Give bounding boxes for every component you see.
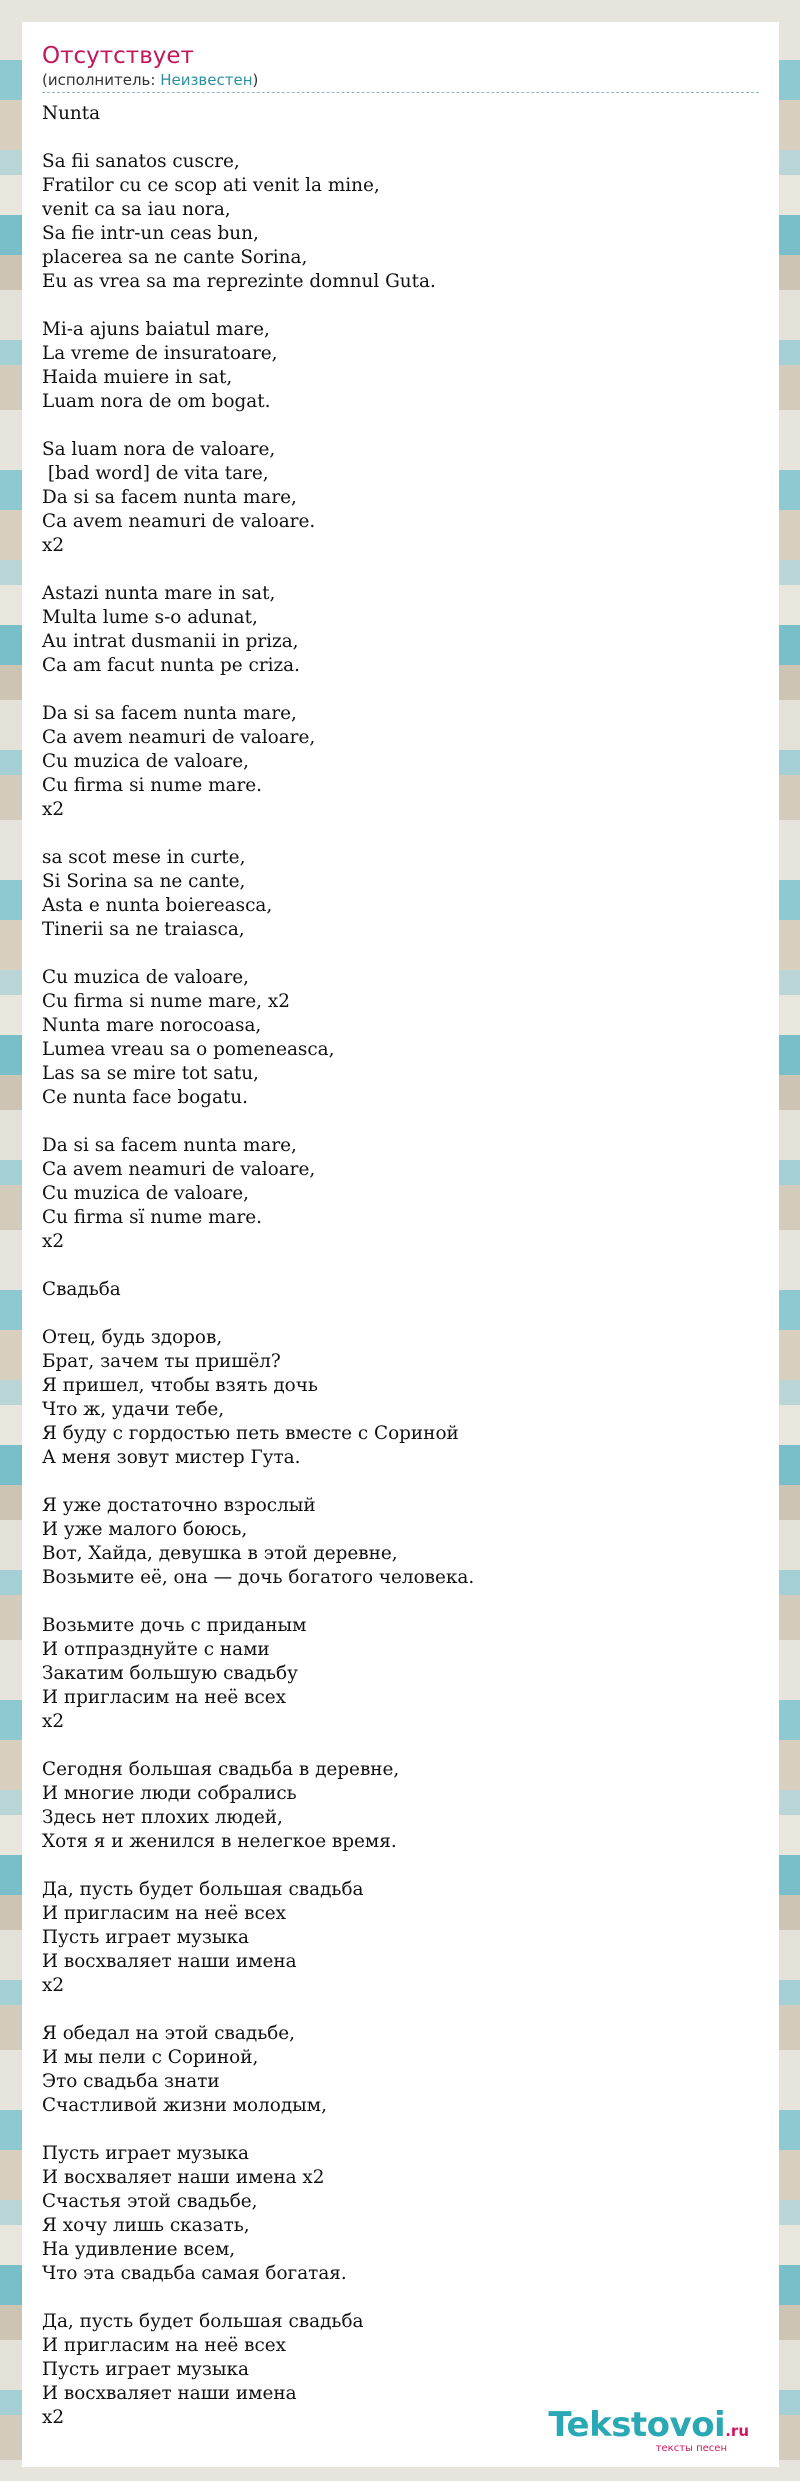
logo-tagline: тексты песен (655, 2443, 727, 2454)
logo-wordmark (548, 2407, 749, 2443)
logo-main-text: Tekstovoi (548, 2405, 726, 2445)
performer-suffix: ) (252, 71, 259, 89)
performer-link[interactable]: Неизвестен (160, 71, 253, 89)
performer-prefix: (исполнитель: (42, 71, 161, 89)
song-header (42, 42, 759, 93)
performer-line (42, 70, 759, 93)
logo-tld-text: .ru (725, 2422, 749, 2440)
site-logo[interactable] (548, 2407, 749, 2455)
lyrics-text: Nunta Sa fii sanatos cuscre, Fratilor cu ce scop ati venit la mine, venit ca sa iau nora, Sa fie intr-un ceas bun, placerea sa ne cante Sorina, Eu as vrea sa ma reprezinte domnul Guta. Mi-a ajuns baiatul mare, La vreme de insuratoare, Haida muiere in sat, Luam nora de om bogat. Sa luam nora de valoare, [bad word] de vita tare, Da si sa facem nunta mare, Ca avem neamuri de valoare. x2 Astazi nunta mare in sat, Multa lume s-o adunat, Au intrat dusmanii in priza, Ca am facut nunta pe criza. Da si sa facem nunta mare, Ca avem neamuri de valoare, Cu muzica de valoare, Cu firma si nume mare. x2 sa scot mese in curte, Si Sorina sa ne cante, Asta e nunta boiereasca, Tinerii sa ne traiasca, Cu muzica de valoare, Cu firma si nume mare, x2 Nunta mare norocoasa, Lumea vreau sa o pomeneasca, Las sa se mire tot satu, Ce nunta face bogatu. Da si sa facem nunta mare, Ca avem neamuri de valoare, Cu muzica de valoare, Cu firma sï nume mare. x2 Свадьба Отец, будь здоров, Брат, зачем ты пришёл? Я пришел, чтобы взять дочь Что ж, удачи тебе, Я буду с гордостью петь вместе с Сориной А меня зовут мистер Гута. Я уже достаточно взрослый И уже малого боюсь, Вот, Хайда, девушка в этой деревне, Возьмите её, она — дочь богатого человека. Возьмите дочь с приданым И отпразднуйте с нами Закатим большую свадьбу И пригласим на неё всех x2 Сегодня большая свадьба в деревне, И многие люди собрались Здесь нет плохих людей, Хотя я и женился в нелегкое время. Да, пусть будет большая свадьба И пригласим на неё всех Пусть играет музыка И восхваляет наши имена x2 Я обедал на этой свадьбе, И мы пели с Сориной, Это свадьба знати Счастливой жизни молодым, Пусть играет музыка И восхваляет наши имена x2 Счастья этой свадьбе, Я хочу лишь сказать, На удивление всем, Что эта свадьба самая богатая. Да, пусть будет большая свадьба И пригласим на неё всех Пусть играет музыка И восхваляет наши имена x2 (42, 103, 475, 2428)
lyrics-card (22, 22, 779, 2467)
song-title: Отсутствует (42, 43, 194, 69)
